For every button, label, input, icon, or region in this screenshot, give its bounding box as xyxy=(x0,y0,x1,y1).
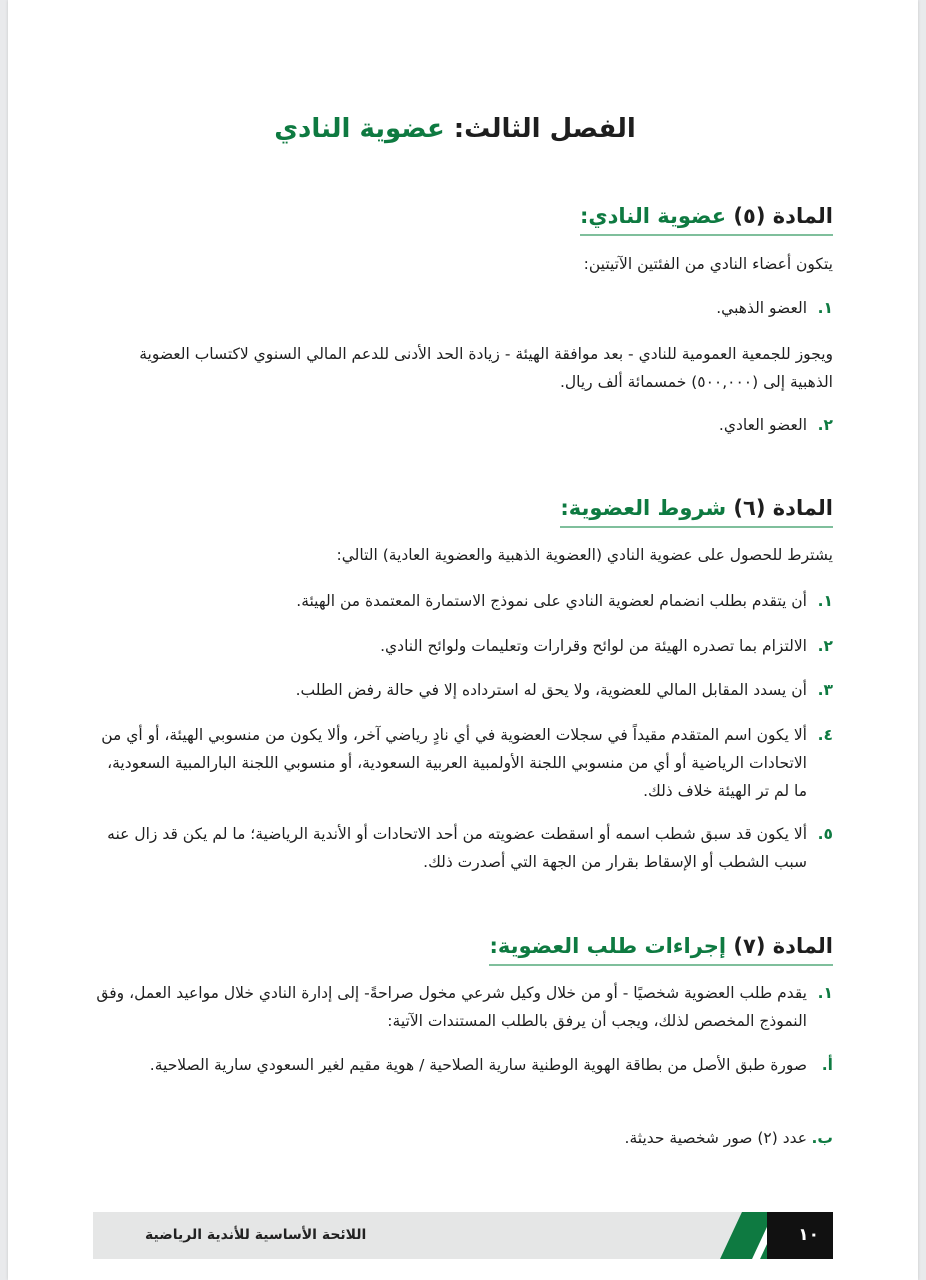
item-number: ٤. xyxy=(817,726,833,744)
article-7-title: إجراءات طلب العضوية: xyxy=(489,934,727,958)
article-6-title: شروط العضوية: xyxy=(560,496,727,520)
article-7-heading xyxy=(489,934,833,966)
item-number: ٢. xyxy=(817,416,833,434)
article-7-number: المادة (٧) xyxy=(733,934,833,958)
article-7-item-b xyxy=(92,1124,833,1152)
item-text: الالتزام بما تصدره الهيئة من لوائح وقرارات وتعليمات ولوائح النادي. xyxy=(380,637,807,655)
item-letter: أ. xyxy=(821,1056,833,1074)
article-6-item-4 xyxy=(92,721,833,805)
article-5-title: عضوية النادي: xyxy=(580,204,727,228)
chapter-prefix: الفصل الثالث: xyxy=(453,114,636,144)
article-5-note: ويجوز للجمعية العمومية للنادي - بعد موافقة الهيئة - زيادة الحد الأدنى للدعم المالي السنوي لاكتساب العضوية الذهبية إلى (٥٠٠,٠٠٠) خمسمائة ألف ريال. xyxy=(139,345,833,391)
article-5-item-1 xyxy=(92,294,833,322)
chapter-title xyxy=(0,114,918,144)
page-number: ١٠ xyxy=(798,1225,819,1245)
item-text: العضو الذهبي. xyxy=(716,299,807,317)
article-6-heading xyxy=(560,496,833,528)
item-text: ألا يكون اسم المتقدم مقيداً في سجلات العضوية في أي نادٍ رياضي آخر، وألا يكون من منسوبي الهيئة، أو أي من الاتحادات الرياضية أو أي من منسوبي اللجنة الأولمبية العربية السعودية، أو منسوبي اللجنة البارالمبية السعودية، ما لم تر الهيئة خلاف ذلك. xyxy=(101,726,807,800)
item-number: ٥. xyxy=(817,825,833,843)
article-7-item-1 xyxy=(92,979,833,1035)
item-text: أن يتقدم بطلب انضمام لعضوية النادي على نموذج الاستمارة المعتمدة من الهيئة. xyxy=(296,592,807,610)
chapter-name: عضوية النادي xyxy=(274,114,445,144)
article-6-intro: يشترط للحصول على عضوية النادي (العضوية الذهبية والعضوية العادية) التالي: xyxy=(336,546,833,564)
article-6-item-5 xyxy=(92,820,833,876)
article-6-item-1 xyxy=(92,587,833,615)
article-6-item-3 xyxy=(92,676,833,704)
item-number: ٢. xyxy=(817,637,833,655)
page-footer xyxy=(93,1212,833,1259)
item-number: ١. xyxy=(817,984,833,1002)
article-5-intro: يتكون أعضاء النادي من الفئتين الآتيتين: xyxy=(583,255,833,273)
item-number: ٣. xyxy=(817,681,833,699)
item-number: ١. xyxy=(817,592,833,610)
item-text: أن يسدد المقابل المالي للعضوية، ولا يحق له استرداده إلا في حالة رفض الطلب. xyxy=(295,681,807,699)
item-letter: ب. xyxy=(811,1129,833,1147)
article-5-item-2 xyxy=(92,411,833,439)
article-5-number: المادة (٥) xyxy=(733,204,833,228)
article-5-heading xyxy=(580,204,833,236)
item-text: صورة طبق الأصل من بطاقة الهوية الوطنية سارية الصلاحية / هوية مقيم لغير السعودي سارية الصلاحية. xyxy=(149,1056,807,1074)
article-6-item-2 xyxy=(92,632,833,660)
item-text: يقدم طلب العضوية شخصيًا - أو من خلال وكيل شرعي مخول صراحةً- إلى إدارة النادي خلال مواعيد العمل، وفق النموذج المخصص لذلك، ويجب أن يرفق بالطلب المستندات الآتية: xyxy=(96,984,807,1030)
article-7-item-a xyxy=(92,1051,833,1079)
footer-title: اللائحة الأساسية للأندية الرياضية xyxy=(145,1227,367,1243)
item-text: العضو العادي. xyxy=(718,416,807,434)
item-text: عدد (٢) صور شخصية حديثة. xyxy=(624,1129,807,1147)
item-number: ١. xyxy=(817,299,833,317)
item-text: ألا يكون قد سبق شطب اسمه أو اسقطت عضويته من أحد الاتحادات أو الأندية الرياضية؛ ما لم يكن قد زال عنه سبب الشطب أو الإسقاط بقرار من الجهة التي أصدرت ذلك. xyxy=(107,825,807,871)
article-6-number: المادة (٦) xyxy=(733,496,833,520)
